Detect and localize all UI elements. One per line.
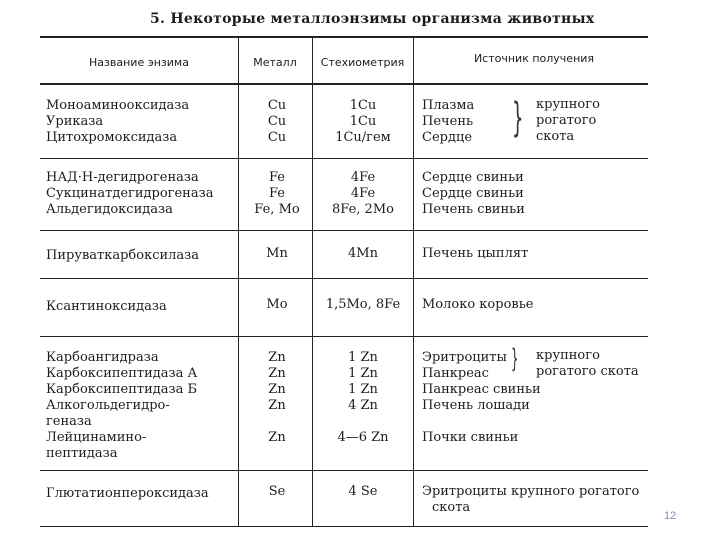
metal-value: Zn (268, 398, 286, 413)
source-note (536, 348, 639, 380)
group-metals (244, 98, 310, 146)
note-line: рогатого скота (536, 364, 639, 379)
source-value: Молоко коровье (422, 297, 534, 312)
group-names (46, 98, 236, 146)
group-stoich (314, 350, 412, 462)
group-stoich (314, 170, 412, 218)
enzyme-name: Алкогольдегидро- (46, 398, 170, 413)
stoich-value: 1Cu/гем (335, 130, 391, 145)
enzyme-name: Лейцинамино- (46, 430, 147, 445)
metal-value: Mn (266, 246, 288, 261)
metal-value: Se (268, 484, 286, 499)
enzyme-name: Пируваткарбоксилаза (46, 248, 200, 263)
metal-value (244, 414, 310, 430)
stoich-value: 4 Se (348, 484, 378, 499)
stoich-value (314, 446, 412, 462)
stoich-value: 1 Zn (348, 350, 378, 365)
enzyme-name: Моноаминооксидаза (46, 98, 190, 113)
source-value: Печень лошади (422, 398, 530, 413)
table-top-rule (40, 36, 648, 38)
source-value (422, 414, 542, 430)
page-number: 12 (664, 510, 677, 522)
brace-glyph: } (512, 95, 524, 141)
col-separator-2 (312, 38, 313, 526)
stoich-value: 4Fe (350, 170, 376, 185)
metal-value: Fe (268, 186, 285, 201)
group-sources (422, 350, 542, 462)
enzyme-name: Карбоксипептидаза А (46, 366, 198, 381)
source-value: Сердце (422, 130, 473, 145)
table-title: 5. Некоторые металлоэнзимы организма животных (150, 11, 595, 27)
group-metals (244, 297, 310, 313)
note-line: крупного (536, 348, 600, 363)
metal-value: Cu (267, 98, 287, 113)
header-metal: Металл (253, 56, 297, 69)
metal-value: Zn (268, 366, 286, 381)
enzyme-name: пептидаза (46, 446, 118, 461)
metal-value: Fe (268, 170, 285, 185)
group-names (46, 248, 236, 264)
col-separator-1 (238, 38, 239, 526)
table-bottom-rule (40, 526, 648, 527)
metal-value: Zn (268, 350, 286, 365)
metal-value: Zn (268, 430, 286, 445)
source-value: Панкреас (422, 366, 489, 381)
group-sources (422, 484, 652, 516)
col-separator-3 (413, 38, 414, 526)
group-metals (244, 246, 310, 262)
source-value: скота (432, 500, 471, 515)
source-value: Сердце свиньи (422, 186, 524, 201)
metal-value: Mo (266, 297, 288, 312)
header-bottom-rule (40, 83, 648, 85)
group-metals (244, 350, 310, 462)
header-name: Название энзима (89, 56, 189, 69)
stoich-value: 4 Zn (348, 398, 378, 413)
stoich-value: 4Fe (350, 186, 376, 201)
group-separator (40, 230, 648, 231)
enzyme-name: Ксантиноксидаза (46, 299, 167, 314)
source-value: Эритроциты крупного рогатого (422, 484, 640, 499)
source-value: Эритроциты (422, 350, 507, 365)
note-line: скота (536, 129, 575, 144)
group-sources (422, 170, 642, 218)
group-separator (40, 158, 648, 159)
metal-value: Fe, Mo (254, 202, 300, 217)
stoich-value: 4Mn (348, 246, 378, 261)
group-separator (40, 278, 648, 279)
source-value (422, 446, 542, 462)
stoich-value (314, 414, 412, 430)
group-stoich (314, 246, 412, 262)
source-value: Печень цыплят (422, 246, 529, 261)
group-stoich (314, 297, 412, 313)
metal-value (244, 446, 310, 462)
enzyme-name: Карбоксипептидаза Б (46, 382, 198, 397)
group-names (46, 350, 236, 462)
group-names (46, 299, 236, 315)
source-value: Плазма (422, 98, 475, 113)
stoich-value: 8Fe, 2Mo (332, 202, 394, 217)
stoich-value: 4—6 Zn (337, 430, 389, 445)
group-stoich (314, 98, 412, 146)
group-sources (422, 297, 642, 313)
enzyme-name: Альдегидоксидаза (46, 202, 173, 217)
stoich-value: 1Cu (349, 114, 377, 129)
header-stoich: Стехиометрия (320, 56, 405, 69)
group-separator (40, 470, 648, 471)
source-value: Печень (422, 114, 474, 129)
note-line: крупного (536, 97, 600, 112)
group-sources (422, 95, 524, 146)
source-note (536, 97, 600, 145)
stoich-value: 1,5Mo, 8Fe (325, 297, 401, 312)
group-separator (40, 336, 648, 337)
source-value: Панкреас свиньи (422, 382, 541, 397)
group-metals (244, 170, 310, 218)
enzyme-name: НАД·Н-дегидрогеназа (46, 170, 199, 185)
metal-value: Zn (268, 382, 286, 397)
group-stoich (314, 484, 412, 500)
source-value: Почки свиньи (422, 430, 519, 445)
enzyme-name: Цитохромоксидаза (46, 130, 178, 145)
stoich-value: 1 Zn (348, 366, 378, 381)
source-value: Печень свиньи (422, 202, 525, 217)
group-metals (244, 484, 310, 500)
stoich-value: 1 Zn (348, 382, 378, 397)
enzyme-name: геназа (46, 414, 92, 429)
group-names (46, 486, 236, 502)
enzyme-name: Сукцинатдегидрогеназа (46, 186, 214, 201)
group-names (46, 170, 236, 218)
enzyme-name: Глютатионпероксидаза (46, 486, 209, 501)
brace-glyph: } (511, 344, 519, 374)
metal-value: Cu (267, 130, 287, 145)
enzyme-name: Уриказа (46, 114, 104, 129)
note-line: рогатого (536, 113, 597, 128)
source-value: Сердце свиньи (422, 170, 524, 185)
header-source: Источник получения (473, 52, 595, 65)
enzyme-name: Карбоангидраза (46, 350, 159, 365)
group-sources (422, 246, 642, 262)
metal-value: Cu (267, 114, 287, 129)
stoich-value: 1Cu (349, 98, 377, 113)
